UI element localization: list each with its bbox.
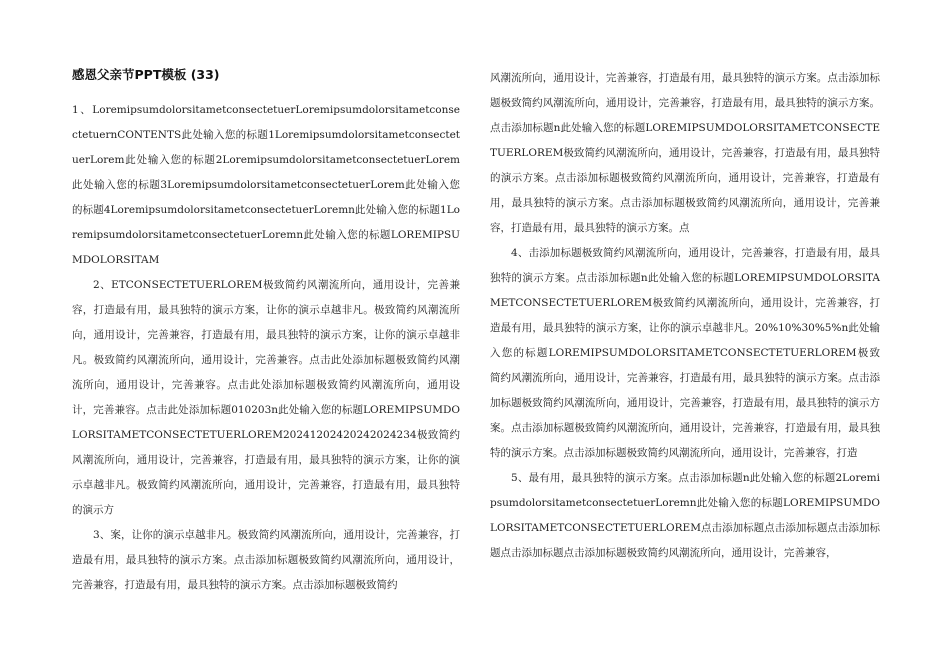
paragraph-3: 3、案，让你的演示卓越非凡。极致简约风潮流所向，通用设计，完善兼容，打造最有用，最具独特的演示方案。点击添加标题极致简约风潮流所向，通用设计，完善兼容，打造最有用，最具独特的演示方案。点击添加标题极致简约 xyxy=(72,529,460,591)
paragraph-1: 1、LoremipsumdolorsitametconsectetuerLoremipsumdolorsitametconsectetuernCONTENTS此处输入您的标题1LoremipsumdolorsitametconsectetuerLorem此处输入您的标题2LoremipsumdolorsitametconsectetuerLorem此处输入您的标题3LoremipsumdolorsitametconsectetuerLorem此处输入您的标题4LoremipsumdolorsitametconsectetuerLoremn此处输入您的标题1LoremipsumdolorsitametconsectetuerLoremn此处输入您的标题LOREMIPSUMDOLORSITAM xyxy=(72,104,460,266)
left-column xyxy=(72,66,460,598)
document-title: 感恩父亲节PPT模板 (33) xyxy=(72,67,220,82)
paragraph-5: 5、最有用，最具独特的演示方案。点击添加标题n此处输入您的标题2LoremipsumdolorsitametconsectetuerLoremn此处输入您的标题LOREMIPSUMDOLORSITAMETCONSECTETUERLOREM点击添加标题点击添加标题点击添加标题点击添加标题点击添加标题极致简约风潮流所向，通用设计，完善兼容， xyxy=(490,472,880,559)
paragraph-4: 4、击添加标题极致简约风潮流所向，通用设计，完善兼容，打造最有用，最具独特的演示方案。点击添加标题n此处输入您的标题LOREMIPSUMDOLORSITAMETCONSECTETUERLOREM极致简约风潮流所向，通用设计，完善兼容，打造最有用，最具独特的演示方案，让你的演示卓越非凡。20%10%30%5%n此处输入您的标题LOREMIPSUMDOLORSITAMETCONSECTETUERLOREM极致简约风潮流所向，通用设计，完善兼容，打造最有用，最具独特的演示方案。点击添加标题极致简约风潮流所向，通用设计，完善兼容，打造最有用，最具独特的演示方案。点击添加标题极致简约风潮流所向，通用设计，完善兼容，打造最有用，最具独特的演示方案。点击添加标题极致简约风潮流所向，通用设计，完善兼容，打造 xyxy=(490,247,880,459)
paragraph-2: 2、ETCONSECTETUERLOREM极致简约风潮流所向，通用设计，完善兼容，打造最有用，最具独特的演示方案，让你的演示卓越非凡。极致简约风潮流所向，通用设计，完善兼容，打造最有用，最具独特的演示方案，让你的演示卓越非凡。极致简约风潮流所向，通用设计，完善兼容。点击此处添加标题极致简约风潮流所向，通用设计，完善兼容。点击此处添加标题极致简约风潮流所向，通用设计，完善兼容。点击此处添加标题010203n此处输入您的标题LOREMIPSUMDOLORSITAMETCONSECTETUERLOREM20241202420242024234极致简约风潮流所向，通用设计，完善兼容，打造最有用，最具独特的演示方案，让你的演示卓越非凡。极致简约风潮流所向，通用设计，完善兼容，打造最有用，最具独特的演示方 xyxy=(72,279,460,516)
right-column xyxy=(490,66,880,566)
paragraph-3-continued: 风潮流所向，通用设计，完善兼容，打造最有用，最具独特的演示方案。点击添加标题极致简约风潮流所向，通用设计，完善兼容，打造最有用，最具独特的演示方案。点击添加标题n此处输入您的标题LOREMIPSUMDOLORSITAMETCONSECTETUERLOREM极致简约风潮流所向，通用设计，完善兼容，打造最有用，最具独特的演示方案。点击添加标题极致简约风潮流所向，通用设计，完善兼容，打造最有用，最具独特的演示方案。点击添加标题极致简约风潮流所向，通用设计，完善兼容，打造最有用，最具独特的演示方案。点 xyxy=(490,72,880,234)
